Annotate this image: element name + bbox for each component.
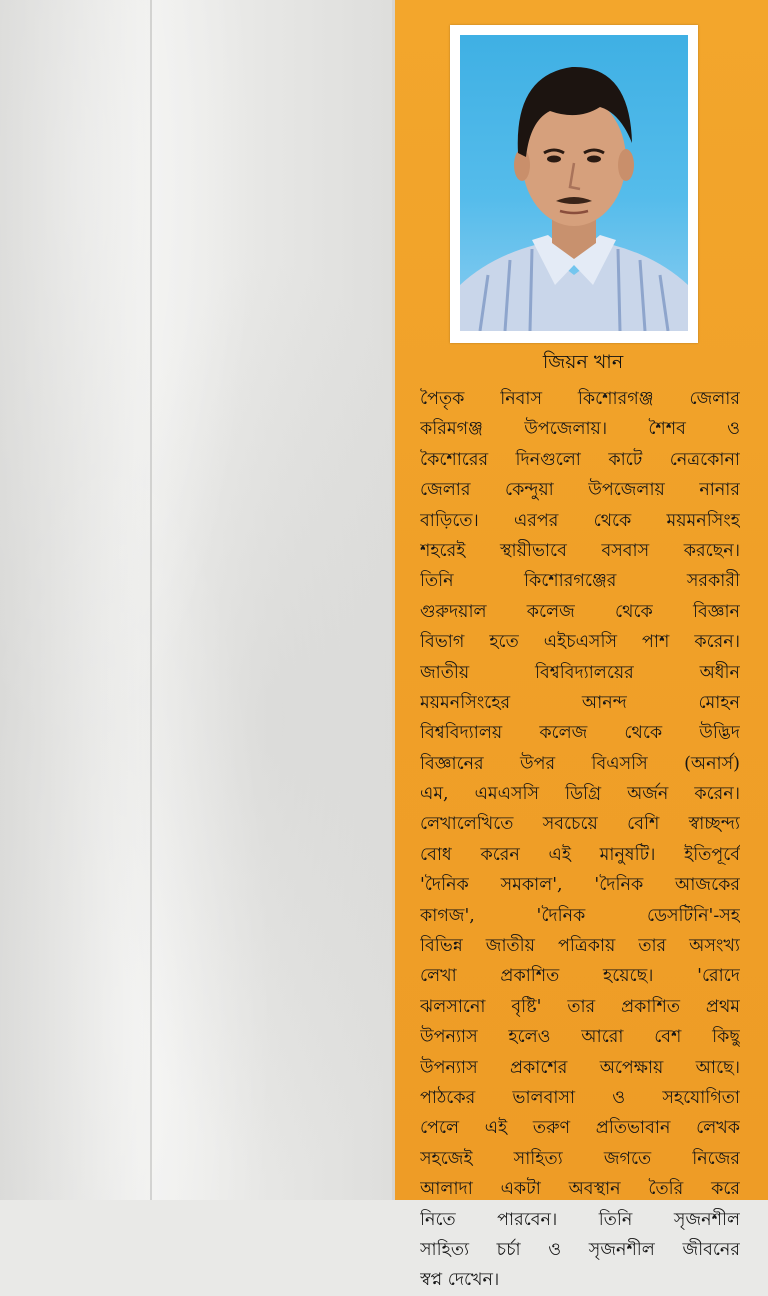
bio-line: এম, এমএসসি ডিগ্রি অর্জন করেন। [420, 784, 740, 805]
bio-line: আলাদা একটা অবস্থান তৈরি করে [420, 1179, 740, 1200]
bio-line: পৈতৃক নিবাস কিশোরগঞ্জ জেলার [420, 389, 740, 409]
left-shaded-strip [0, 0, 150, 1200]
bio-line: সহজেই সাহিত্য জগতে নিজের [420, 1148, 740, 1169]
bio-line: তিনি কিশোরগঞ্জের সরকারী [420, 571, 740, 592]
author-name: জিয়ন খান [542, 351, 624, 373]
bio-line: জেলার কেন্দুয়া উপজেলায় নানার [420, 480, 740, 501]
author-bio-text [420, 384, 740, 1296]
bio-line: বিজ্ঞানের উপর বিএসসি (অনার্স) [420, 753, 740, 774]
bio-line: কাগজ', 'দৈনিক ডেসটিনি'-সহ [420, 905, 740, 926]
bio-line: বিশ্ববিদ্যালয় কলেজ থেকে উদ্ভিদ [420, 723, 740, 744]
fold-line [150, 0, 152, 1200]
bio-line: বোধ করেন এই মানুষটি। ইতিপূর্বে [420, 844, 740, 865]
back-cover-blank-panel [0, 0, 392, 1200]
bio-line: গুরুদয়াল কলেজ থেকে বিজ্ঞান [420, 601, 740, 622]
bio-line: সাহিত্য চর্চা ও সৃজনশীল জীবনের [420, 1239, 740, 1260]
author-photo-frame [450, 25, 698, 343]
bio-line: স্বপ্ন দেখেন। [420, 1270, 500, 1291]
bio-line: নিতে পারবেন। তিনি সৃজনশীল [420, 1209, 740, 1230]
bio-line: উপন্যাস হলেও আরো বেশ কিছু [420, 1027, 740, 1048]
author-bio-panel [392, 0, 768, 1291]
bio-line: বিভাগ হতে এইচএসসি পাশ করেন। [420, 632, 740, 653]
bio-line: উপন্যাস প্রকাশের অপেক্ষায় আছে। [420, 1057, 740, 1078]
bio-line: 'দৈনিক সমকাল', 'দৈনিক আজকের [420, 875, 740, 896]
bio-line: লেখা প্রকাশিত হয়েছে। 'রোদে [420, 966, 740, 987]
bio-line: বাড়িতে। এরপর থেকে ময়মনসিংহ [420, 510, 740, 531]
author-photo [460, 35, 688, 331]
bio-line: শহরেই স্থায়ীভাবে বসবাস করছেন। [420, 540, 740, 561]
bio-line: পেলে এই তরুণ প্রতিভাবান লেখক [420, 1118, 740, 1139]
bio-line: পাঠকের ভালবাসা ও সহযোগিতা [420, 1087, 740, 1108]
author-portrait-image [460, 35, 688, 331]
bio-line: ময়মনসিংহের আনন্দ মোহন [420, 692, 740, 713]
bio-line: করিমগঞ্জ উপজেলায়। শৈশব ও [420, 419, 740, 440]
bio-line: লেখালেখিতে সবচেয়ে বেশি স্বাচ্ছন্দ্য [420, 814, 740, 835]
bio-line: বিভিন্ন জাতীয় পত্রিকায় তার অসংখ্য [420, 936, 740, 957]
bio-line: জাতীয় বিশ্ববিদ্যালয়ের অধীন [420, 662, 740, 683]
bio-line: ঝলসানো বৃষ্টি' তার প্রকাশিত প্রথম [420, 996, 740, 1017]
bio-line: কৈশোরের দিনগুলো কাটে নেত্রকোনা [420, 449, 740, 470]
